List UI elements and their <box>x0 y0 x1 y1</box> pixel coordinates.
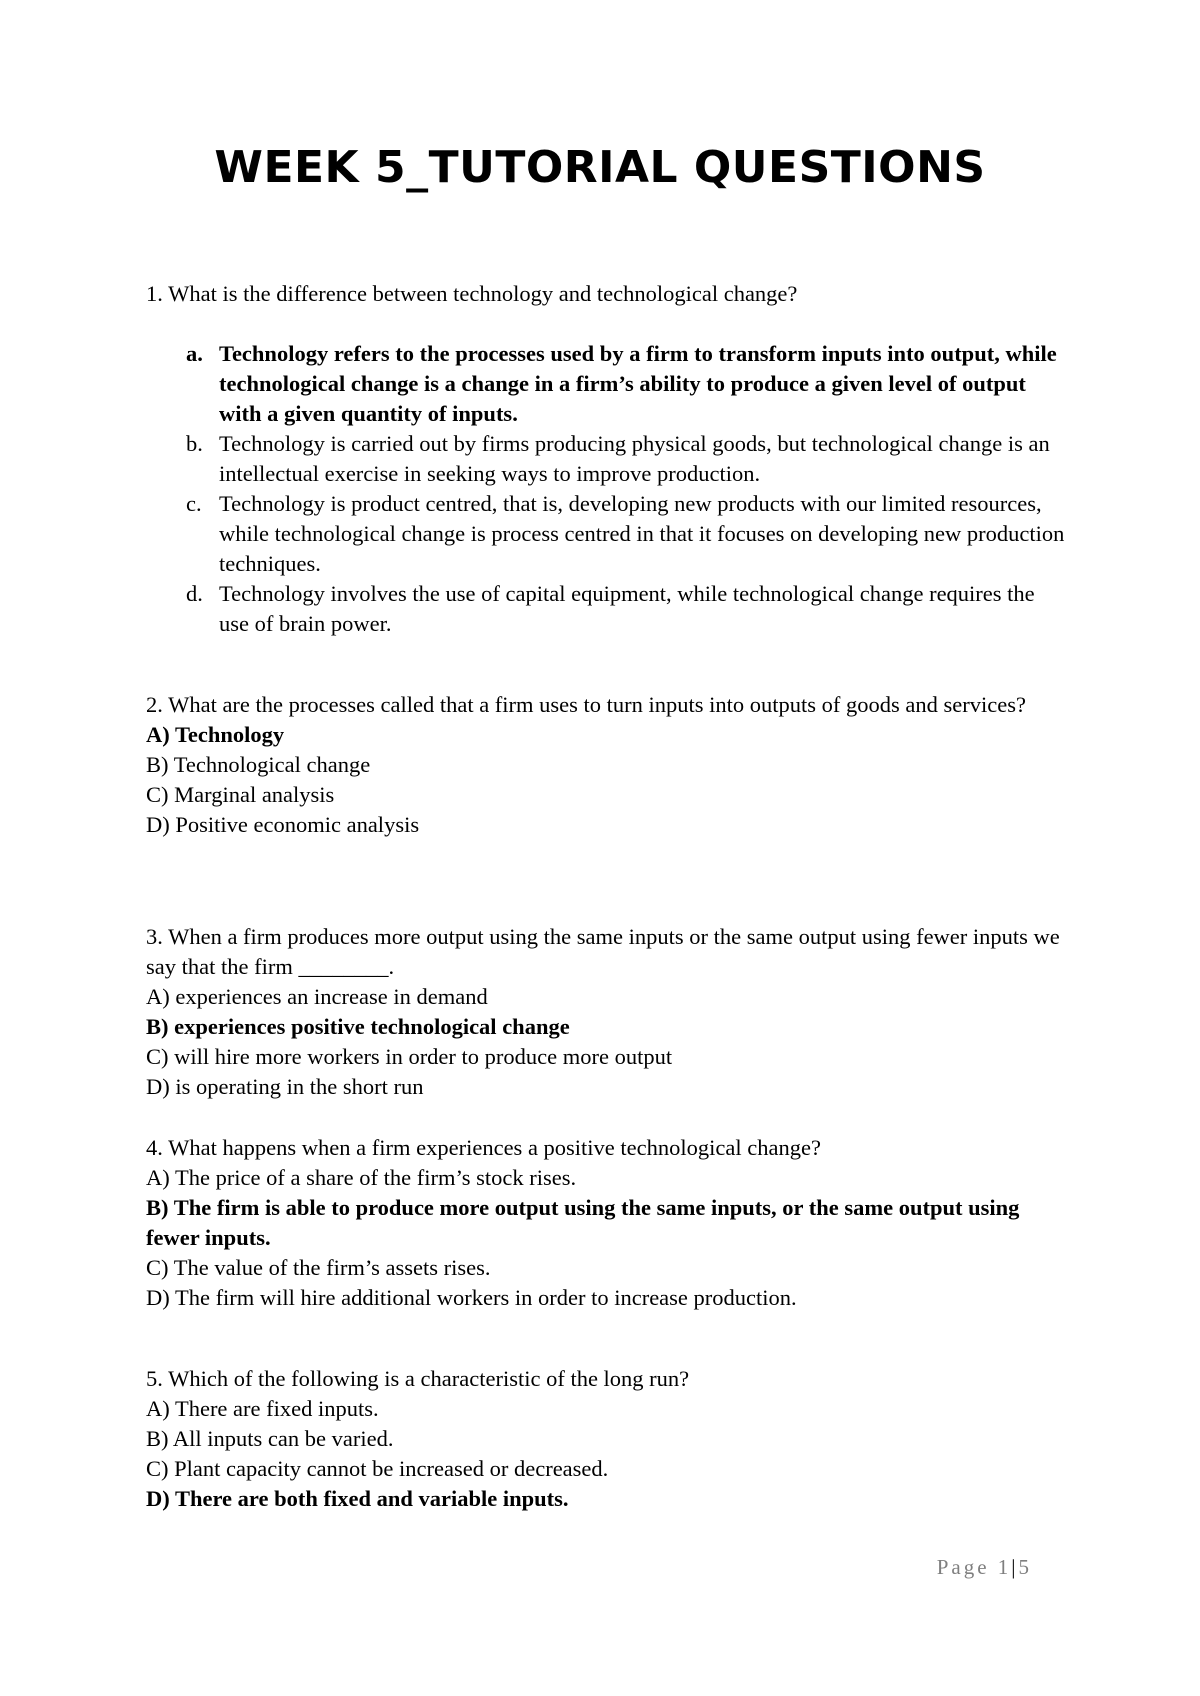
answer-options <box>146 720 1066 840</box>
option-marker: a. <box>186 341 203 366</box>
page-number: 1 <box>997 1555 1012 1579</box>
question-2 <box>146 690 1066 840</box>
answer-option: B) The firm is able to produce more output using the same inputs, or the same output using fewer inputs. <box>146 1195 1020 1250</box>
question-text: 2. What are the processes called that a firm uses to turn inputs into outputs of goods and services? <box>146 692 1026 717</box>
answer-option <box>146 579 1066 639</box>
answer-option: D) Positive economic analysis <box>146 812 420 837</box>
question-text: 1. What is the difference between technology and technological change? <box>146 281 798 306</box>
answer-option: B) Technological change <box>146 752 371 777</box>
option-text: Technology is product centred, that is, developing new products with our limited resources, while technological change is process centred in that it focuses on developing new production techniques. <box>219 491 1065 576</box>
answer-option <box>146 489 1066 579</box>
answer-option: C) Marginal analysis <box>146 782 335 807</box>
question-5 <box>146 1364 1066 1514</box>
page-word: Page <box>936 1555 990 1579</box>
answer-option: B) All inputs can be varied. <box>146 1426 394 1451</box>
answer-option: D) The firm will hire additional workers in order to increase production. <box>146 1285 797 1310</box>
answer-options <box>146 982 1066 1102</box>
question-1 <box>146 279 1066 639</box>
answer-option: B) experiences positive technological change <box>146 1014 570 1039</box>
option-text: Technology involves the use of capital equipment, while technological change requires the use of brain power. <box>219 581 1035 636</box>
answer-options <box>146 1163 1066 1313</box>
answer-option: C) will hire more workers in order to produce more output <box>146 1044 673 1069</box>
option-text: Technology refers to the processes used by a firm to transform inputs into output, while technological change is a change in a firm’s ability to produce a given level of output with a given quantity of inputs. <box>219 341 1057 426</box>
page-separator: | <box>1011 1555 1019 1579</box>
question-text: 4. What happens when a firm experiences a positive technological change? <box>146 1135 821 1160</box>
answer-option: A) There are fixed inputs. <box>146 1396 379 1421</box>
answer-option: C) The value of the firm’s assets rises. <box>146 1255 491 1280</box>
answer-option: D) is operating in the short run <box>146 1074 424 1099</box>
answer-option: C) Plant capacity cannot be increased or decreased. <box>146 1456 609 1481</box>
option-marker: d. <box>186 581 203 606</box>
answer-option <box>146 339 1066 429</box>
page-title: WEEK 5_TUTORIAL QUESTIONS <box>214 142 986 193</box>
answer-option: A) experiences an increase in demand <box>146 984 488 1009</box>
option-marker: b. <box>186 431 203 456</box>
question-3 <box>146 922 1066 1102</box>
option-text: Technology is carried out by firms producing physical goods, but technological change is an intellectual exercise in seeking ways to improve production. <box>219 431 1050 486</box>
question-text: 5. Which of the following is a characteristic of the long run? <box>146 1366 690 1391</box>
answer-option: A) Technology <box>146 722 285 747</box>
question-text: 3. When a firm produces more output using the same inputs or the same output using fewer inputs we say that the firm ________. <box>146 924 1060 979</box>
question-4 <box>146 1133 1066 1313</box>
option-marker: c. <box>186 491 202 516</box>
answer-options <box>146 339 1066 639</box>
answer-option <box>146 429 1066 489</box>
answer-options <box>146 1394 1066 1514</box>
answer-option: D) There are both fixed and variable inputs. <box>146 1486 569 1511</box>
page-total: 5 <box>1018 1555 1032 1579</box>
answer-option: A) The price of a share of the firm’s stock rises. <box>146 1165 577 1190</box>
page-footer <box>937 1555 1032 1580</box>
